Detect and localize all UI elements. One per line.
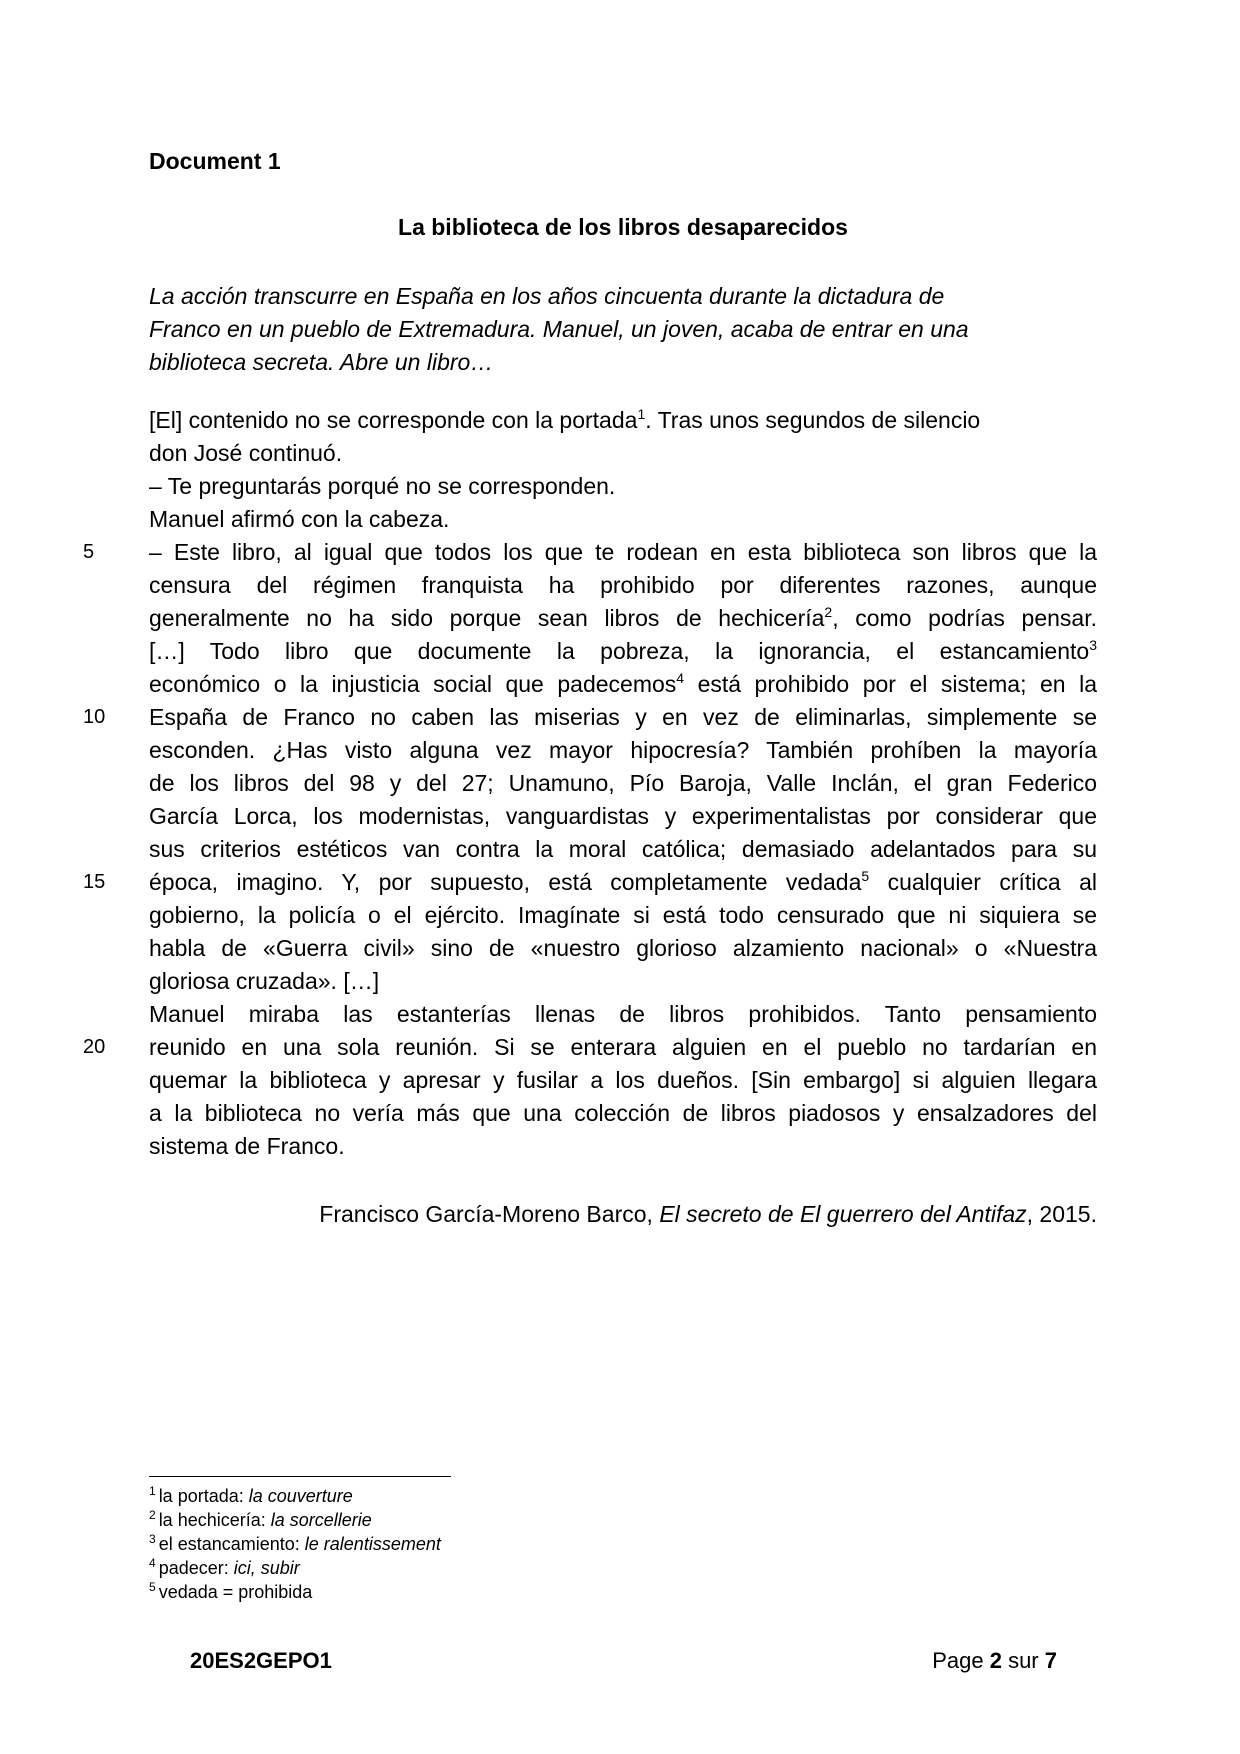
source-citation: Francisco García-Moreno Barco, El secreto de El guerrero del Antifaz, 2015. xyxy=(319,1201,1097,1227)
document-label: Document 1 xyxy=(149,148,281,174)
text-line: gobierno, la policía o el ejército. Imagínate si está todo censurado que ni siquiera se xyxy=(149,902,1097,928)
text-line: sus criterios estéticos van contra la moral católica; demasiado adelantados para su xyxy=(149,836,1097,862)
text-line: habla de «Guerra civil» sino de «nuestro glorioso alzamiento nacional» o «Nuestra xyxy=(149,935,1097,961)
text-line: García Lorca, los modernistas, vanguardistas y experimentalistas por considerar que xyxy=(149,803,1097,829)
main-text xyxy=(83,404,1098,1163)
text-line: 15 época, imagino. Y, por supuesto, está completamente vedada$^5$ cualquier crítica al xyxy=(149,866,1097,899)
text-line: […] Todo libro que documente la pobreza, la ignorancia, el estancamiento$^3$ xyxy=(149,637,1097,664)
text-line: Manuel afirmó con la cabeza. xyxy=(149,506,450,532)
text-line: 10 España de Franco no caben las miserias y en vez de eliminarlas, simplemente se xyxy=(149,701,1097,734)
text-line: a la biblioteca no vería más que una colección de libros piadosos y ensalzadores del xyxy=(149,1100,1097,1126)
footnote-ref: 2 xyxy=(824,604,833,620)
exam-code: 20ES2GEPO1 xyxy=(190,1648,332,1673)
text-line: – Te preguntarás porqué no se corresponden. xyxy=(149,473,616,499)
footnotes xyxy=(149,1484,441,1604)
text-line: económico o la injusticia social que padecemos$^4$ está prohibido por el sistema; en la xyxy=(149,670,1097,697)
footnote-ref: 5 xyxy=(861,868,870,884)
footnote: $^1$ la portada: la couverture xyxy=(149,1484,353,1506)
intro-line: biblioteca secreta. Abre un libro… xyxy=(149,349,494,375)
text-line: censura del régimen franquista ha prohibido por diferentes razones, aunque xyxy=(149,572,1097,598)
line-number: 15 xyxy=(83,871,106,893)
footnote-ref: 3 xyxy=(1089,637,1097,653)
text-line: don José continuó. xyxy=(149,440,343,466)
text-line: quemar la biblioteca y apresar y fusilar a los dueños. [Sin embargo] si alguien llegara xyxy=(149,1067,1097,1093)
text-line: de los libros del 98 y del 27; Unamuno, Pío Baroja, Valle Inclán, el gran Federico xyxy=(149,770,1097,796)
text-line: generalmente no ha sido porque sean libros de hechicería$^2$, como podrías pensar. xyxy=(149,604,1097,631)
text-line: sistema de Franco. xyxy=(149,1133,345,1159)
text-line: [El] contenido no se corresponde con la portada$^1$. Tras unos segundos de silencio xyxy=(149,406,981,433)
work-title: El secreto de El guerrero del Antifaz xyxy=(659,1201,1027,1227)
intro-paragraph xyxy=(149,280,1097,379)
text-line: Manuel miraba las estanterías llenas de libros prohibidos. Tanto pensamiento xyxy=(149,1001,1097,1027)
text-line: 5 – Este libro, al igual que todos los que te rodean en esta biblioteca son libros que la xyxy=(149,536,1097,569)
page-number: Page 2 sur 7 xyxy=(932,1648,1057,1673)
footnote: $^4$ padecer: ici, subir xyxy=(149,1556,300,1578)
footnote: $^5$ vedada = prohibida xyxy=(149,1580,313,1602)
footnote-ref: 4 xyxy=(676,670,685,686)
footnote: $^2$ la hechicería: la sorcellerie xyxy=(149,1508,372,1530)
footnote: $^3$ el estancamiento: le ralentissement xyxy=(149,1532,441,1554)
line-number: 20 xyxy=(83,1036,106,1058)
line-number: 10 xyxy=(83,706,106,728)
intro-line: Franco en un pueblo de Extremadura. Manuel, un joven, acaba de entrar en una xyxy=(149,316,969,342)
footnote-ref: 1 xyxy=(637,406,646,422)
text-line: esconden. ¿Has visto alguna vez mayor hipocresía? También prohíben la mayoría xyxy=(149,737,1097,763)
page-title: La biblioteca de los libros desaparecidos xyxy=(398,214,848,240)
line-number: 5 xyxy=(83,541,95,563)
text-line: gloriosa cruzada». […] xyxy=(149,968,380,994)
text-line: 20 reunido en una sola reunión. Si se enterara alguien en el pueblo no tardarían en xyxy=(149,1031,1097,1064)
intro-line: La acción transcurre en España en los años cincuenta durante la dictadura de xyxy=(149,283,945,309)
footnote-divider xyxy=(149,1476,451,1477)
